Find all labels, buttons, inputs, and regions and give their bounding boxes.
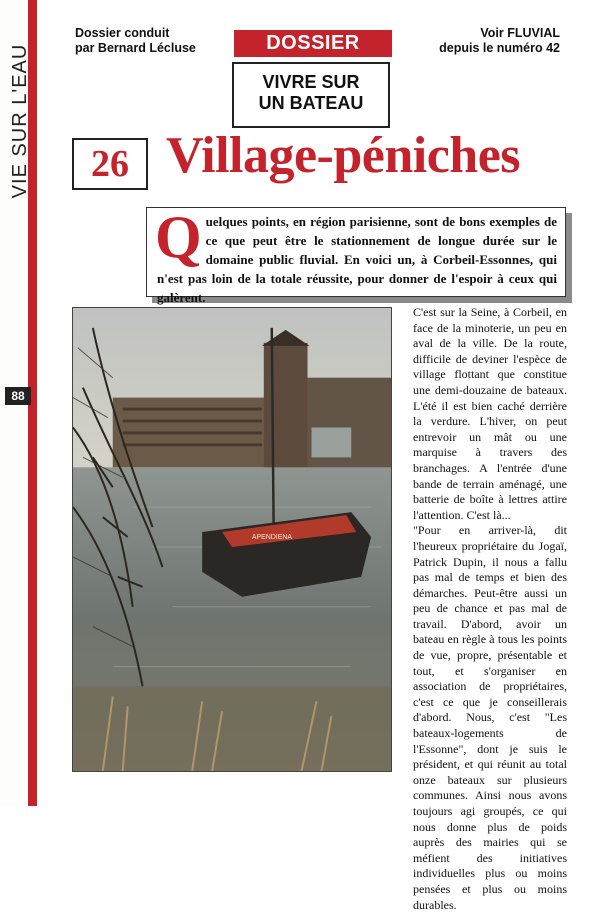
mill-tower: [264, 343, 308, 472]
body-paragraph-1: C'est sur la Seine, à Corbeil, en face de la minoterie, un peu en aval de la ville. De la route, difficile de deviner l'espèce de village flottant que constitue une demi-douzaine de bateaux. L'été il est bien caché derrière la verdure. L'hiver, on peut entrevoir un mât ou une marquise à travers des branchages. A l'entrée d'une bande de terrain aménagé, une batterie de boîte à lettres attire l'attention. C'est là...: [413, 305, 567, 522]
crossref-line-2: depuis le numéro 42: [439, 41, 560, 55]
article-number: 26: [72, 138, 148, 190]
credit-line-2: par Bernard Lécluse: [75, 41, 196, 55]
mill-building-right: [308, 378, 391, 473]
crossref-note: [439, 26, 560, 56]
credit-line-1: Dossier conduit: [75, 26, 170, 40]
theme-line-2: UN BATEAU: [258, 93, 364, 113]
body-paragraph-2: "Pour en arriver-là, dit l'heureux propriétaire du Jogaï, Patrick Dupin, il nous a fallu pas mal de temps et bien des démarches. Peut-être aussi un peu de chance et pas mal de travail. D'abord, avoir un bateau en règle à tous les points de vue, propre, présentable et tout, et s'organiser en association de propriétaires, c'est ce que je conseillerais d'abord. Nous, c'est "Les bateaux-logements de l'Essonne", dont je suis le président, et qui réunit au total onze bateaux sur plusieurs communes. Ainsi nous avons toujours agi groupés, ce qui nous donne plus de poids auprès des mairies qui se méfient des initiatives individuelles plus ou moins pensées et plus ou moins durables.: [413, 523, 567, 912]
theme-box: [232, 62, 390, 128]
author-credit: [75, 26, 196, 56]
intro-box: [146, 204, 566, 305]
boat-name-label: APENDIENA: [251, 533, 293, 542]
article-photo: [72, 307, 392, 772]
article-title: Village-péniches: [166, 127, 521, 184]
body-column: [413, 305, 567, 913]
page-number: 88: [5, 387, 31, 405]
section-label: VIE SUR L'EAU: [9, 43, 31, 199]
drop-cap: Q: [155, 204, 202, 270]
intro-text: uelques points, en région parisienne, sont de bons exemples de ce que peut être le stationnement de longue durée sur le domaine public fluvial. En voici un, à Corbeil-Essonnes, qui n'est pas loin de la totale réussite, pour donner de l'espoir à ceux qui galèrent.: [157, 214, 557, 305]
river-barge-photo: [73, 308, 391, 771]
theme-line-1: VIVRE SUR: [262, 72, 360, 92]
riverbank-reeds: [73, 686, 391, 771]
crossref-line-1: Voir FLUVIAL: [480, 26, 560, 40]
dossier-badge: DOSSIER: [234, 30, 392, 57]
